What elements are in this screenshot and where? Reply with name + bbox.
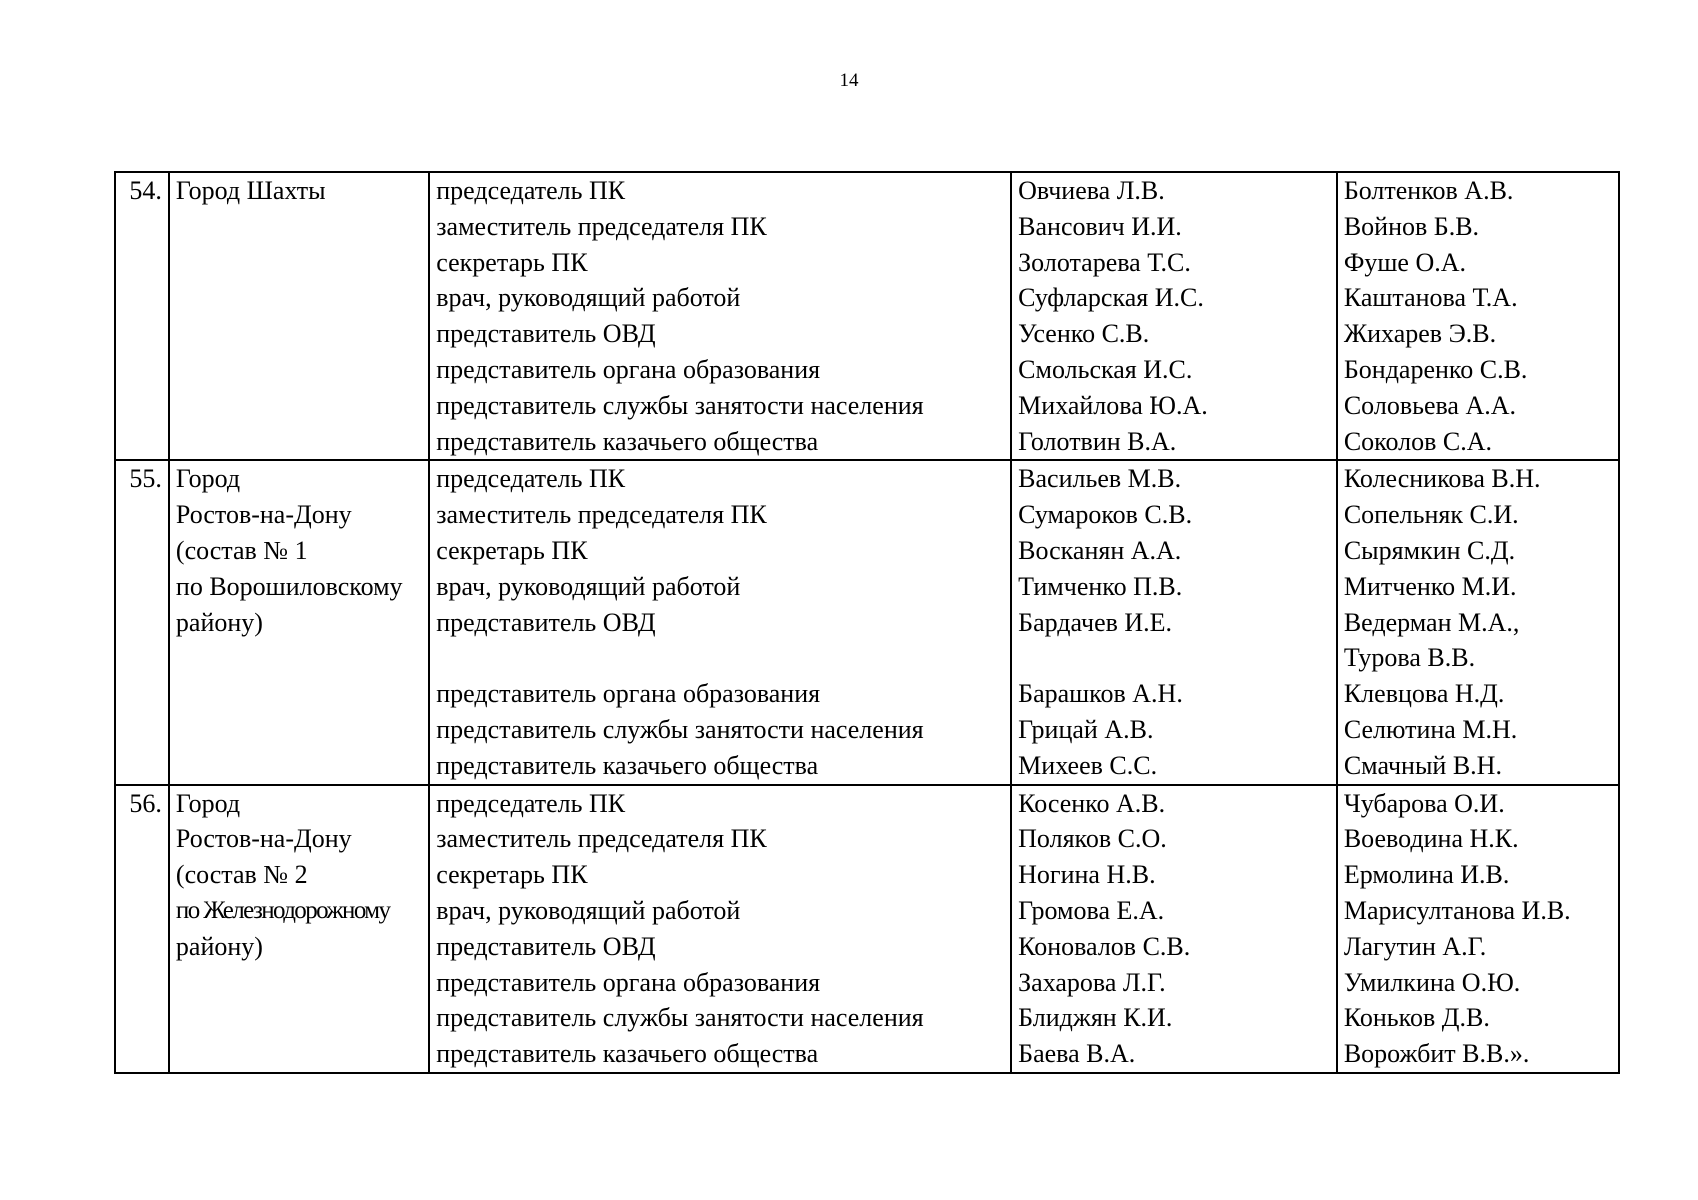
reserve-line: Бондаренко С.В. bbox=[1343, 354, 1528, 384]
role-line: заместитель председателя ПК bbox=[436, 211, 767, 241]
member-line: Баева В.А. bbox=[1018, 1039, 1136, 1069]
role-line: представитель органа образования bbox=[436, 967, 821, 997]
member-line: Голотвин В.А. bbox=[1018, 426, 1177, 456]
reserve-line: Лагутин А.Г. bbox=[1343, 931, 1487, 961]
member-line: Смольская И.С. bbox=[1018, 354, 1193, 384]
role-line bbox=[436, 640, 1006, 676]
reserve-line: Умилкина О.Ю. bbox=[1343, 967, 1521, 997]
row-number: 55. bbox=[115, 460, 169, 784]
reserve-line: Жихарев Э.В. bbox=[1343, 319, 1497, 349]
role-line: представитель ОВД bbox=[436, 607, 656, 637]
roles-cell bbox=[429, 785, 1011, 1073]
roles-cell bbox=[429, 460, 1011, 784]
role-line: заместитель председателя ПК bbox=[436, 500, 767, 530]
reserve-line: Сырямкин С.Д. bbox=[1343, 535, 1516, 565]
member-line: Грицай А.В. bbox=[1018, 714, 1154, 744]
municipality-cell bbox=[169, 785, 429, 1073]
reserve-line: Коньков Д.В. bbox=[1343, 1003, 1490, 1033]
table-row bbox=[115, 172, 1619, 460]
reserve-line: Войнов Б.В. bbox=[1343, 211, 1480, 241]
member-line: Вансович И.И. bbox=[1018, 211, 1182, 241]
role-line: представитель службы занятости населения bbox=[436, 1003, 924, 1033]
role-line: представитель органа образования bbox=[436, 354, 821, 384]
municipality-line: Город bbox=[175, 788, 241, 818]
member-line: Блиджян К.И. bbox=[1018, 1003, 1173, 1033]
role-line: председатель ПК bbox=[436, 464, 626, 494]
member-line: Косенко А.В. bbox=[1018, 788, 1166, 818]
reserve-line: Смачный В.Н. bbox=[1343, 750, 1502, 780]
row-number: 56. bbox=[115, 785, 169, 1073]
reserves-cell bbox=[1337, 785, 1619, 1073]
member-line: Захарова Л.Г. bbox=[1018, 967, 1166, 997]
role-line: секретарь ПК bbox=[436, 860, 588, 890]
reserve-line: Митченко М.И. bbox=[1343, 571, 1517, 601]
member-line: Овчиева Л.В. bbox=[1018, 176, 1165, 205]
member-line bbox=[1018, 640, 1332, 676]
reserve-line: Сопельняк С.И. bbox=[1343, 500, 1519, 530]
municipality-line: (состав № 1 bbox=[175, 535, 308, 565]
members-cell bbox=[1011, 460, 1337, 784]
reserve-line: Соловьева А.А. bbox=[1343, 390, 1517, 420]
member-line: Золотарева Т.С. bbox=[1018, 247, 1191, 277]
commission-table bbox=[114, 171, 1620, 1074]
roles-cell bbox=[429, 172, 1011, 460]
reserve-line: Марисултанова И.В. bbox=[1343, 895, 1571, 925]
role-line: врач, руководящий работой bbox=[436, 895, 741, 925]
role-line: секретарь ПК bbox=[436, 535, 588, 565]
role-line: представитель казачьего общества bbox=[436, 1039, 819, 1069]
municipality-line: Ростов-на-Дону bbox=[175, 500, 352, 530]
municipality-line: по Железнодорожному bbox=[175, 896, 390, 924]
role-line: врач, руководящий работой bbox=[436, 283, 741, 313]
reserve-line: Клевцова Н.Д. bbox=[1343, 679, 1505, 709]
reserve-line: Фуше О.А. bbox=[1343, 247, 1466, 277]
role-line: председатель ПК bbox=[436, 788, 626, 818]
reserve-line: Ермолина И.В. bbox=[1343, 860, 1510, 890]
municipality-cell bbox=[169, 172, 429, 460]
reserve-line: Воеводина Н.К. bbox=[1343, 824, 1519, 854]
municipality-line: Город Шахты bbox=[175, 176, 326, 205]
reserve-line: Селютина М.Н. bbox=[1343, 714, 1518, 744]
municipality-line: Ростов-на-Дону bbox=[175, 824, 352, 854]
role-line: заместитель председателя ПК bbox=[436, 824, 767, 854]
role-line: представитель службы занятости населения bbox=[436, 390, 924, 420]
reserve-line: Турова В.В. bbox=[1343, 643, 1476, 673]
table-row bbox=[115, 785, 1619, 1073]
role-line: врач, руководящий работой bbox=[436, 571, 741, 601]
member-line: Бардачев И.Е. bbox=[1018, 607, 1173, 637]
municipality-line: Город bbox=[175, 464, 241, 494]
role-line: представитель службы занятости населения bbox=[436, 714, 924, 744]
member-line: Ногина Н.В. bbox=[1018, 860, 1156, 890]
member-line: Поляков С.О. bbox=[1018, 824, 1167, 854]
page-number: 14 bbox=[839, 70, 859, 91]
reserve-line: Болтенков А.В. bbox=[1343, 176, 1514, 205]
row-number: 54. bbox=[115, 172, 169, 460]
reserve-line: Соколов С.А. bbox=[1343, 426, 1493, 456]
reserve-line: Чубарова О.И. bbox=[1343, 788, 1505, 818]
members-cell bbox=[1011, 785, 1337, 1073]
member-line: Михайлова Ю.А. bbox=[1018, 390, 1208, 420]
municipality-line: (состав № 2 bbox=[175, 860, 308, 890]
role-line: представитель ОВД bbox=[436, 319, 656, 349]
member-line: Барашков А.Н. bbox=[1018, 679, 1183, 709]
member-line: Суфларская И.С. bbox=[1018, 283, 1204, 313]
role-line: представитель казачьего общества bbox=[436, 750, 819, 780]
reserve-line: Ведерман М.А., bbox=[1343, 607, 1520, 637]
municipality-cell bbox=[169, 460, 429, 784]
member-line: Васильев М.В. bbox=[1018, 464, 1182, 494]
reserves-cell bbox=[1337, 460, 1619, 784]
member-line: Громова Е.А. bbox=[1018, 895, 1165, 925]
member-line: Сумароков С.В. bbox=[1018, 500, 1193, 530]
reserve-line: Ворожбит В.В.». bbox=[1343, 1039, 1530, 1069]
role-line: представитель органа образования bbox=[436, 679, 821, 709]
role-line: секретарь ПК bbox=[436, 247, 588, 277]
municipality-line: району) bbox=[175, 607, 263, 637]
reserve-line: Колесникова В.Н. bbox=[1343, 464, 1541, 494]
role-line: председатель ПК bbox=[436, 176, 626, 205]
member-line: Тимченко П.В. bbox=[1018, 571, 1183, 601]
municipality-line: району) bbox=[175, 931, 263, 961]
member-line: Усенко С.В. bbox=[1018, 319, 1150, 349]
table-row bbox=[115, 460, 1619, 784]
role-line: представитель казачьего общества bbox=[436, 426, 819, 456]
member-line: Михеев С.С. bbox=[1018, 750, 1158, 780]
member-line: Восканян А.А. bbox=[1018, 535, 1182, 565]
reserves-cell bbox=[1337, 172, 1619, 460]
role-line: представитель ОВД bbox=[436, 931, 656, 961]
member-line: Коновалов С.В. bbox=[1018, 931, 1191, 961]
members-cell bbox=[1011, 172, 1337, 460]
reserve-line: Каштанова Т.А. bbox=[1343, 283, 1518, 313]
table-body bbox=[115, 172, 1619, 1073]
municipality-line: по Ворошиловскому bbox=[175, 571, 403, 601]
